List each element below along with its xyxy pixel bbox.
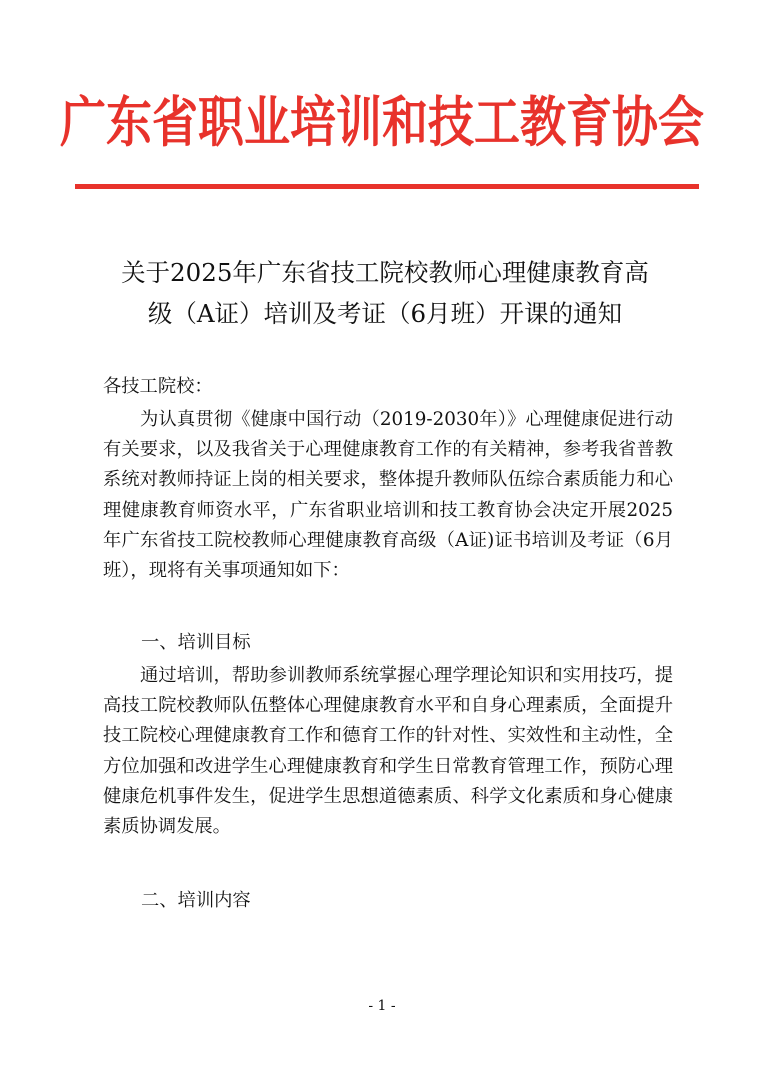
notice-title-line-2: 级（A证）培训及考证（6月班）开课的通知: [147, 299, 623, 328]
masthead-title: 广东省职业培训和技工教育协会: [60, 90, 704, 154]
paragraph-intro: 为认真贯彻《健康中国行动（2019-2030年）》心理健康促进行动有关要求，以及我省关于心理健康教育工作的有关精神，参考我省普教系统对教师持证上岗的相关要求，整体提升教师队伍综合素质能力和心理健康教育师资水平，广东省职业培训和技工教育协会决定开展2025年广东省技工院校教师心理健康教育高级（A证)证书培训及考证（6月班），现将有关事项通知如下：: [103, 409, 673, 582]
notice-title-line-1: 关于2025年广东省技工院校教师心理健康教育高: [121, 258, 649, 287]
masthead-red-rule: [75, 184, 699, 189]
paragraph-training-goals: 通过培训，帮助参训教师系统掌握心理学理论知识和实用技巧，提高技工院校教师队伍整体心理健康教育水平和自身心理素质，全面提升技工院校心理健康教育工作和德育工作的针对性、实效性和主动性，全方位加强和改进学生心理健康教育和学生日常教育管理工作，预防心理健康危机事件发生，促进学生思想道德素质、科学文化素质和身心健康素质协调发展。: [103, 665, 673, 838]
section-heading-training-content: 二、培训内容: [141, 890, 251, 911]
section-heading-training-goals: 一、培训目标: [141, 632, 251, 653]
salutation: 各技工院校：: [103, 376, 213, 397]
page-number: - 1 -: [368, 998, 396, 1014]
notice-title: [95, 252, 675, 334]
